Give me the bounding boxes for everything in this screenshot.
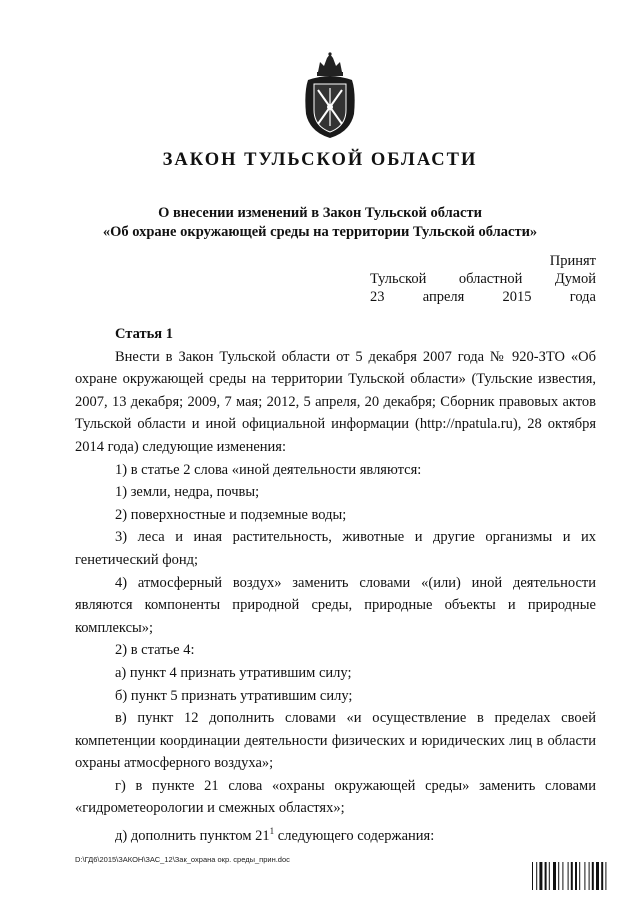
document-title: ЗАКОН ТУЛЬСКОЙ ОБЛАСТИ xyxy=(162,150,478,170)
document-subtitle xyxy=(80,204,560,242)
adoption-word: областной xyxy=(458,271,523,287)
paragraph: б) пункт 5 признать утратившим силу; xyxy=(115,687,353,704)
paragraph: в) пункт 12 дополнить словами «и осуществление в пределах своей компетенции координации деятельности физических и юридических лиц в области охраны атмосферного воздуха»; xyxy=(75,710,596,772)
coat-of-arms-emblem xyxy=(300,52,360,140)
subtitle-line-2: «Об охране окружающей среды на территории Тульской области» xyxy=(102,224,538,240)
paragraph: а) пункт 4 признать утратившим силу; xyxy=(115,664,352,681)
last-line-suffix: следующего содержания: xyxy=(274,827,435,844)
file-path-footer: D:\ГД6\2015\ЗАКОН\ЗАС_12\Зак_охрана окр. среды_прин.doc xyxy=(75,855,290,864)
last-line-prefix: д) дополнить пунктом 21 xyxy=(115,827,270,844)
paragraph: 3) леса и иная растительность, животные и другие организмы и их генетический фонд; xyxy=(75,529,596,568)
adoption-month: апреля xyxy=(422,289,465,305)
paragraph: 2) в статье 4: xyxy=(115,642,195,659)
adoption-word: Думой xyxy=(554,271,596,287)
paragraph: 1) земли, недра, почвы; xyxy=(115,484,260,501)
paragraph: 1) в статье 2 слова «иной деятельности являются: xyxy=(115,461,422,478)
document-body xyxy=(75,323,596,847)
paragraph: 4) атмосферный воздух» заменить словами «(или) иной деятельности являются компоненты природной среды, природные объекты и природные комплексы»; xyxy=(75,574,596,636)
adoption-word: Тульской xyxy=(370,271,427,287)
paragraph-last xyxy=(75,820,596,847)
article-heading: Статья 1 xyxy=(115,326,173,342)
subtitle-line-1: О внесении изменений в Закон Тульской области xyxy=(158,205,482,221)
adoption-day: 23 xyxy=(370,289,385,305)
adoption-row-date xyxy=(370,288,596,306)
adoption-year: 2015 xyxy=(502,289,532,305)
adoption-row-duma xyxy=(370,270,596,288)
paragraph: г) в пункте 21 слова «охраны окружающей среды» заменить словами «гидрометеорологии и смежных областях»; xyxy=(75,777,596,817)
adoption-year-word: года xyxy=(569,289,596,305)
paragraph: 2) поверхностные и подземные воды; xyxy=(115,506,347,523)
barcode-image xyxy=(532,862,622,890)
adoption-label: Принят xyxy=(549,253,596,269)
adoption-block xyxy=(370,252,596,306)
paragraph: Внести в Закон Тульской области от 5 декабря 2007 года № 920-ЗТО «Об охране окружающей среды на территории Тульской области» (Тульские известия, 2007, 13 декабря; 2009, 7 мая; 2012, 5 апреля, 20 декабря; Сборник правовых актов Тульской области и иной официальной информации (http://npatula.ru), 28 октября 2014 года) следующие изменения: xyxy=(75,348,596,455)
last-line-superscript: 1 xyxy=(269,826,275,837)
